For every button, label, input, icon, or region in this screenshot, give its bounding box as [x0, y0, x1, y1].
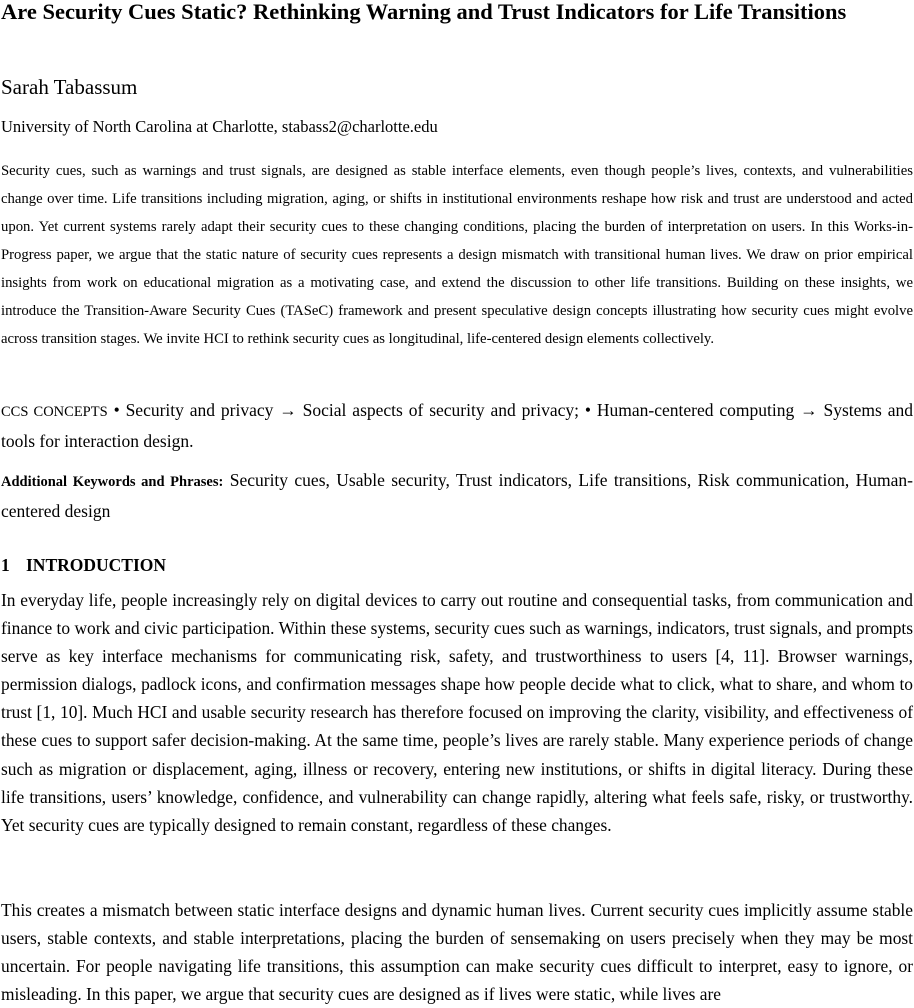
- abstract: Security cues, such as warnings and trust signals, are designed as stable interface elements, even though people’s lives, contexts, and vulnerabilities change over time. Life transitions including migration, aging, or shifts in institutional environments reshape how risk and trust are understood and acted upon. Yet current systems rarely adapt their security cues to these changing conditions, placing the burden of interpretation on users. In this Works-in-Progress paper, we argue that the static nature of security cues represents a design mismatch with transitional human lives. We draw on prior empirical insights from work on educational migration as a motivating case, and extend the discussion to other life transitions. Building on these insights, we introduce the Transition-Aware Security Cues (TASeC) framework and present speculative design concepts illustrating how security cues might evolve across transition stages. We invite HCI to rethink security cues as longitudinal, life-centered design elements collectively.: [1, 163, 913, 347]
- keywords: [1, 466, 913, 525]
- section-heading: [1, 552, 166, 578]
- intro-paragraph-1: In everyday life, people increasingly rely on digital devices to carry out routine and consequential tasks, from communication and finance to work and civic participation. Within these systems, security cues such as warnings, indicators, trust signals, and prompts serve as key interface mechanisms for communicating risk, safety, and trustworthiness to users [4, 11]. Browser warnings, permission dialogs, padlock icons, and confirmation messages shape how people decide what to click, what to share, and whom to trust [1, 10]. Much HCI and usable security research has therefore focused on improving the clarity, visibility, and effectiveness of these cues to support safer decision-making. At the same time, people’s lives are rarely stable. Many experience periods of change such as migration or displacement, aging, illness or recovery, entering new institutions, or shifts in digital literacy. During these life transitions, users’ knowledge, confidence, and vulnerability can change rapidly, altering what feels safe, risky, or trustworthy. Yet security cues are typically designed to remain constant, regardless of these changes.: [1, 590, 913, 835]
- section-title: INTRODUCTION: [26, 555, 167, 575]
- ccs-concepts: [1, 396, 913, 455]
- author-affiliation: University of North Carolina at Charlotte, stabass2@charlotte.edu: [1, 117, 438, 136]
- keywords-text: Security cues, Usable security, Trust indicators, Life transitions, Risk communication, Human-centered design: [1, 470, 914, 521]
- ccs-label: CCS CONCEPTS: [1, 404, 108, 420]
- ccs-text: • Security and privacy → Social aspects of security and privacy; • Human-centered computing → Systems and tools for interaction design.: [1, 400, 913, 451]
- intro-paragraph-2: This creates a mismatch between static interface designs and dynamic human lives. Current security cues implicitly assume stable users, stable contexts, and stable interpretations, placing the burden of sensemaking on users precisely when they may be most uncertain. For people navigating life transitions, this assumption can make security cues difficult to interpret, easy to ignore, or misleading. In this paper, we argue that security cues are designed as if lives were static, while lives are: [1, 900, 913, 1005]
- paper-title: Are Security Cues Static? Rethinking Warning and Trust Indicators for Life Transitions: [1, 0, 847, 24]
- keywords-label: Additional Keywords and Phrases:: [1, 474, 224, 490]
- author-name: Sarah Tabassum: [1, 75, 138, 99]
- section-number: 1: [1, 555, 10, 575]
